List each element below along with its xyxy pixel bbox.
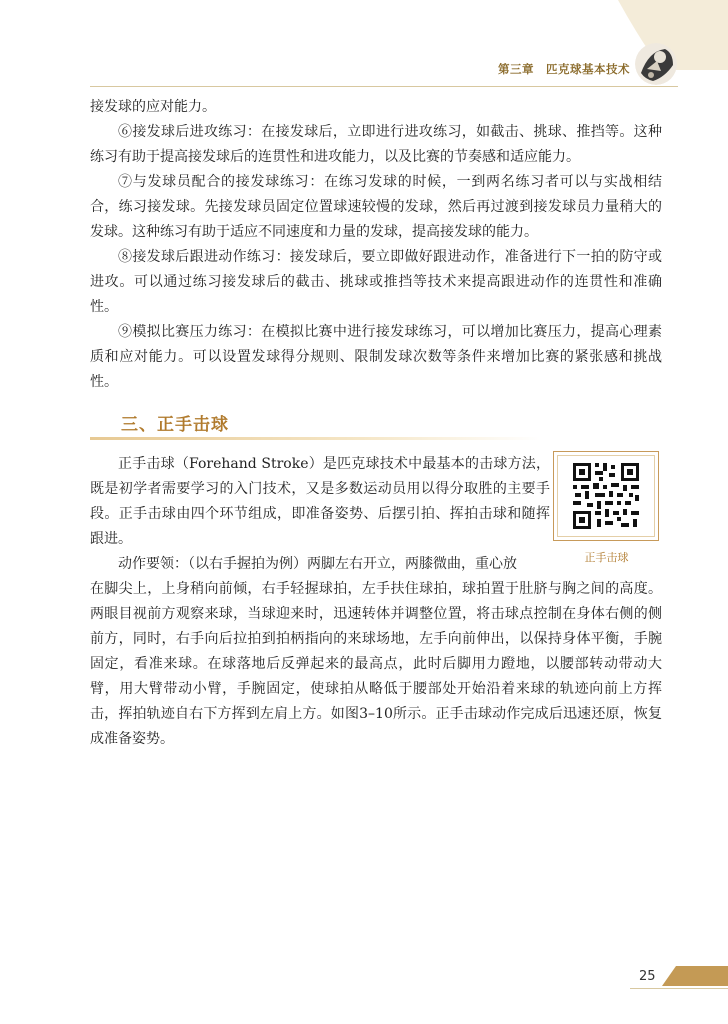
paragraph: 接发球的应对能力。 [90,99,216,115]
body-text-bottom [90,577,662,752]
paragraph: ⑦与发球员配合的接发球练习：在练习发球的时候，一到两名练习者可以与实战相结合，练习接发球。先接发球员固定位置球速较慢的发球，然后再过渡到接发球员力量稍大的发球。这种练习有助于适应不同速度和力量的发球，提高接发球的能力。 [90,174,662,240]
paragraph: ⑧接发球后跟进动作练习：接发球后，要立即做好跟进动作，准备进行下一拍的防守或进攻。可以通过练习接发球后的截击、挑球或推挡等技术来提高跟进动作的连贯性和准确性。 [90,249,662,315]
qr-code-caption: 正手击球 [584,551,629,564]
paragraph: 正手击球（Forehand Stroke）是匹克球技术中最基本的击球方法，既是初学者需要学习的入门技术，又是多数运动员用以得分取胜的主要手段。正手击球由四个环节组成，即准备姿势、后摆引拍、挥拍击球和随挥跟进。 [90,456,550,547]
header-corner-decoration [0,0,728,70]
paragraph: 动作要领：（以右手握拍为例）两脚左右开立，两膝微曲，重心放 [118,556,517,572]
page-number-bar [662,966,728,986]
qr-code-frame[interactable] [553,451,659,541]
chapter-title: 第三章 匹克球基本技术 [498,62,630,76]
paragraph: ⑨模拟比赛压力练习：在模拟比赛中进行接发球练习，可以增加比赛压力，提高心理素质和应对能力。可以设置发球得分规则、限制发球次数等条件来增加比赛的紧张感和挑战性。 [90,324,662,390]
header-rule [90,86,678,87]
page-number: 25 [639,969,656,984]
chapter-badge-icon [635,43,677,85]
body-text-top [90,95,662,395]
paragraph: ⑥接发球后进攻练习：在接发球后，立即进行进攻练习，如截击、挑球、推挡等。这种练习有助于提高接发球后的连贯性和进攻能力，以及比赛的节奏感和适应能力。 [90,124,662,165]
footer-rule [630,988,728,989]
section-heading: 三、正手击球 [121,415,229,435]
section-heading-underline [90,437,540,440]
qr-code-icon[interactable] [571,461,641,531]
paragraph: 在脚尖上，上身稍向前倾，右手轻握球拍，左手扶住球拍，球拍置于肚脐与胸之间的高度。两眼目视前方观察来球，当球迎来时，迅速转体并调整位置，将击球点控制在身体右侧的侧前方，同时，右手向后拉拍到拍柄指向的来球场地，左手向前伸出，以保持身体平衡，手腕固定，看准来球。在球落地后反弹起来的最高点，此时后脚用力蹬地，以腰部转动带动大臂，用大臂带动小臂，手腕固定，使球拍从略低于腰部处开始沿着来球的轨迹向前上方挥击，挥拍轨迹自右下方挥到左肩上方。如图3–10所示。正手击球动作完成后迅速还原，恢复成准备姿势。 [90,581,662,747]
body-text-wrap [90,452,550,577]
